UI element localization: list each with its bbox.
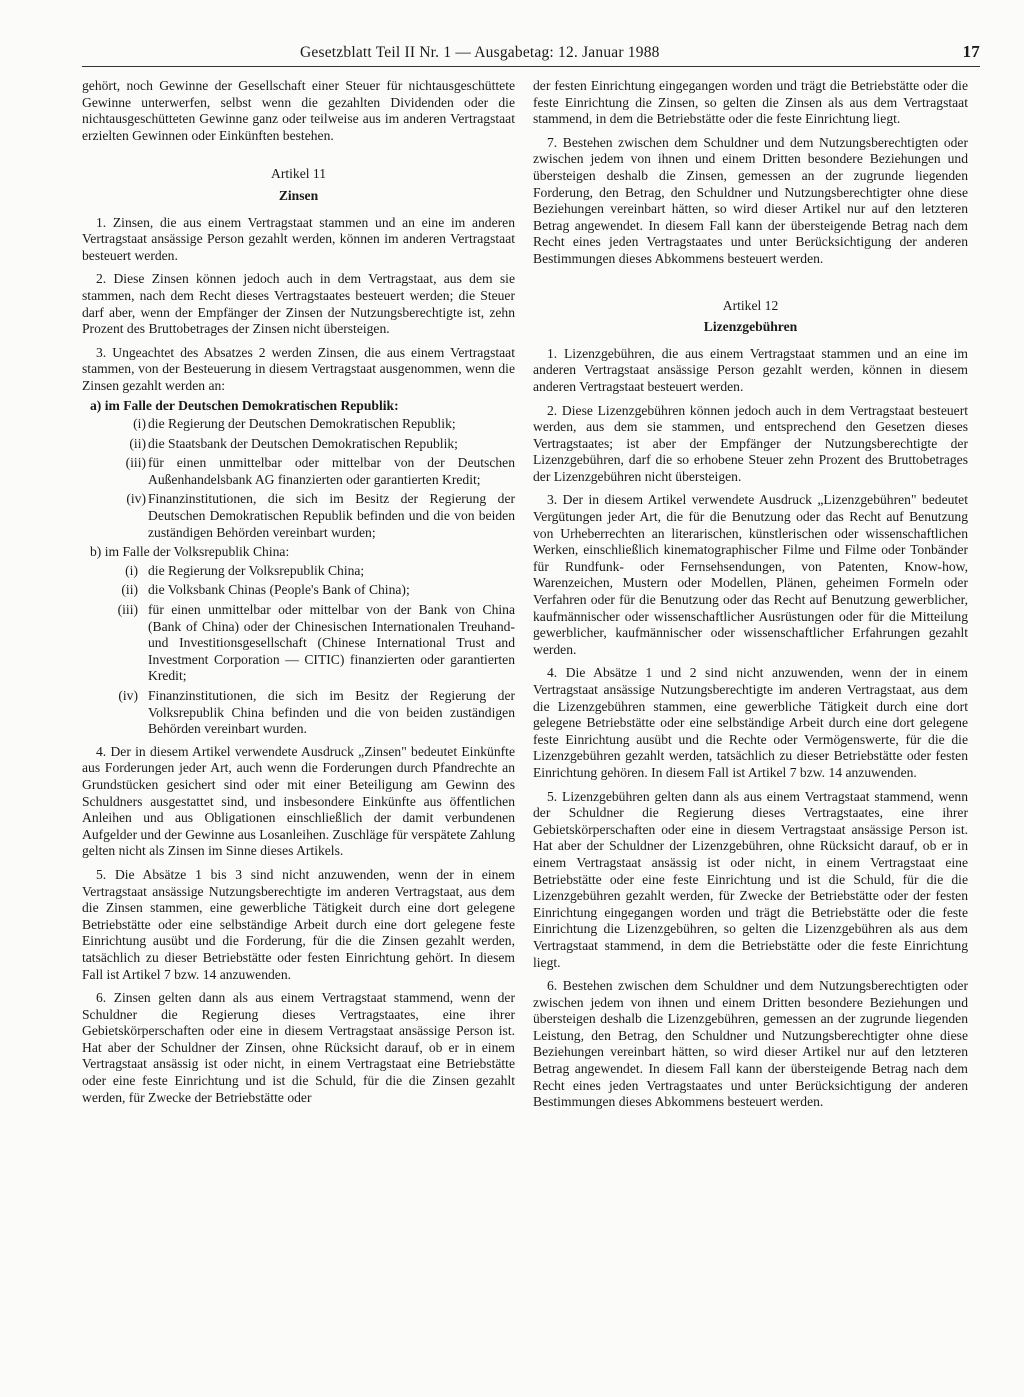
list-item (82, 602, 515, 685)
list-item-number: (ii) (121, 582, 138, 598)
list-item (82, 582, 515, 599)
list-b (82, 563, 515, 738)
list-item-number: (ii) (129, 435, 146, 451)
list-item-text: die Volksbank Chinas (People's Bank of China); (148, 582, 410, 598)
list-item (82, 436, 515, 453)
list-item-text: Finanzinstitutionen, die sich im Besitz der Regierung der Volksrepublik China befinden und die von beiden zuständigen Behörden vereinbart wurden. (148, 688, 515, 737)
list-item-number: (iv) (118, 688, 138, 703)
list-item (82, 416, 515, 433)
art12-paragraph-2: 2. Diese Lizenzgebühren können jedoch auch in dem Vertragstaat besteuert werden, aus dem sie stammen, und entsprechend den Gesetzen dieses Vertragstaates; ist aber der Empfänger der Nutzungsberechtigte der Lizenzgebühren, darf die so erhobene Steuer zehn Prozent des Bruttobetrages der Lizenzgebühren nicht übersteigen. (533, 402, 968, 484)
art11-paragraph-3: 3. Ungeachtet des Absatzes 2 werden Zinsen, die aus einem Vertragstaat stammen, von der Besteuerung in diesem Vertragstaat ausgenommen, wenn die Zinsen gezahlt werden an: (82, 344, 515, 393)
art11-paragraph-1: 1. Zinsen, die aus einem Vertragstaat stammen und an eine im anderen Vertragstaat ansässige Person gezahlt werden, können im anderen Vertragstaat besteuert werden. (82, 214, 515, 263)
list-item-text: die Regierung der Deutschen Demokratischen Republik; (148, 416, 456, 432)
art12-paragraph-5: 5. Lizenzgebühren gelten dann als aus einem Vertragstaat stammend, wenn der Schuldner die Regierung dieses Vertragstaates, eine ihrer Gebietskörperschaften oder eine in diesem Vertragstaat ansässige Person ist. Hat aber der Schuldner der Lizenzgebühren, ohne Rücksicht darauf, ob er in einem Vertragstaat ansässig ist oder nicht, in einem Vertragstaat eine Betriebstätte oder eine feste Einrichtung und ist die Schuld, für die die Lizenzgebühren gezahlt werden, für Zwecke der Betriebstätte oder der festen Einrichtung eingegangen worden und trägt die Betriebstätte oder die feste Einrichtung die Lizenzgebühren, so gelten die Lizenzgebühren als aus dem Vertragstaat stammend, in dem die Betriebstätte oder die feste Einrichtung liegt. (533, 788, 968, 970)
header-rule (82, 66, 980, 67)
left-column (82, 78, 515, 1113)
art12-paragraph-4: 4. Die Absätze 1 und 2 sind nicht anzuwenden, wenn der in einem Vertragstaat ansässige Nutzungsberechtigte im anderen Vertragstaat, aus dem die Lizenzgebühren stammen, eine gewerbliche Tätigkeit durch eine dort gelegene Betriebstätte oder eine selbständige Arbeit durch eine dort gelegene feste Einrichtung ausübt und die Rechte oder Vermögenswerte, für die die Lizenzgebühren gezahlt werden, tatsächlich zu dieser Betriebstätte oder festen Einrichtung gehören. In diesem Fall ist Artikel 7 bzw. 14 anzuwenden. (533, 665, 968, 780)
art12-paragraph-6: 6. Bestehen zwischen dem Schuldner und dem Nutzungsberechtigten oder zwischen jedem von ihnen und einem Dritten besondere Beziehungen und übersteigen deshalb die Lizenzgebühren, gemessen an der zugrunde liegenden Leistung, den Betrag, den Schuldner und Nutzungsberechtigter ohne diese Beziehungen vereinbart hätten, so wird dieser Artikel nur auf den letzteren Betrag angewendet. In diesem Fall kann der übersteigende Betrag nach dem Recht eines jeden Vertragstaates und unter Berücksichtigung der anderen Bestimmungen dieses Abkommens besteuert werden. (533, 978, 968, 1110)
list-item (82, 455, 515, 488)
list-item-number: (i) (133, 416, 146, 432)
list-b-heading: b) im Falle der Volksrepublik China: (90, 544, 290, 560)
list-item-text: für einen unmittelbar oder mittelbar von der Deutschen Außenhandelsbank AG finanzierten oder garantierten Kredit; (148, 455, 515, 487)
article-11-subtitle: Zinsen (278, 187, 319, 203)
art12-paragraph-3: 3. Der in diesem Artikel verwendete Ausdruck „Lizenzgebühren" bedeutet Vergütungen jeder Art, die für die Benutzung oder das Recht auf Benutzung von Urheberrechten an literarischen, künstlerischen oder wissenschaftlichen Werken, einschließlich kinematographischer Filme und Filme oder Tonbänder für Rundfunk- oder Fernsehsendungen, von Patenten, Know-how, Warenzeichen, Mustern oder Modellen, Plänen, geheimen Formeln oder Verfahren oder für die Benutzung oder das Recht auf Benutzung gewerblicher, kaufmännischer oder wissenschaftlicher Ausrüstungen oder für die Mitteilung gewerblicher, kaufmännischer oder wissenschaftlicher Erfahrungen gezahlt werden. (533, 492, 968, 657)
art11-paragraph-6: 6. Zinsen gelten dann als aus einem Vertragstaat stammend, wenn der Schuldner die Regierung dieses Vertragstaates, eine ihrer Gebietskörperschaften oder eine in diesem Vertragstaat ansässige Person ist. Hat aber der Schuldner der Zinsen, ohne Rücksicht darauf, ob er in einem Vertragstaat ansässig ist oder nicht, in einem Vertragstaat eine Betriebstätte oder eine feste Einrichtung und ist die Schuld, für die die Zinsen gezahlt werden, für Zwecke der Betriebstätte oder (82, 990, 515, 1105)
list-a-heading: a) im Falle der Deutschen Demokratischen Republik: (90, 397, 399, 413)
right-column (533, 78, 968, 1118)
art11-paragraph-6-continued: der festen Einrichtung eingegangen worden und trägt die Betriebstätte oder die feste Einrichtung die Zinsen, so gelten die Zinsen als aus dem Vertragstaat stammend, in dem die Betriebstätte oder die feste Einrichtung liegt. (533, 78, 968, 127)
art11-paragraph-2: 2. Diese Zinsen können jedoch auch in dem Vertragstaat, aus dem sie stammen, nach dem Recht dieses Vertragstaates besteuert werden; die Steuer darf aber, wenn der Empfänger der Zinsen der Nutzungsberechtigte ist, zehn Prozent des Bruttobetrages der Zinsen nicht übersteigen. (82, 271, 515, 337)
article-12-title: Artikel 12 (722, 297, 779, 313)
article-12-subtitle: Lizenzgebühren (703, 319, 798, 335)
list-item-number: (iii) (117, 602, 138, 618)
article-11-title: Artikel 11 (271, 166, 326, 182)
art11-paragraph-5: 5. Die Absätze 1 bis 3 sind nicht anzuwenden, wenn der in einem Vertragstaat ansässige Nutzungsberechtigte im anderen Vertragstaat, aus dem die Zinsen stammen, eine gewerbliche Tätigkeit durch eine dort gelegene Betriebstätte oder eine selbständige Arbeit durch eine dort gelegene feste Einrichtung ausübt und die Forderung, für die die Zinsen gezahlt werden, tatsächlich zu dieser Betriebstätte oder festen Einrichtung gehört. In diesem Fall ist Artikel 7 bzw. 14 anzuwenden. (82, 866, 515, 982)
list-item (82, 491, 515, 541)
art11-paragraph-7: 7. Bestehen zwischen dem Schuldner und dem Nutzungsberechtigten oder zwischen jedem von ihnen und einem Dritten besondere Beziehungen und übersteigen deshalb die Zinsen, gemessen an der zugrunde liegenden Forderung, den Betrag, den Schuldner und Nutzungsberechtigter ohne diese Beziehungen vereinbart hätten, so wird dieser Artikel nur auf den letzteren Betrag angewendet. In diesem Fall kann der übersteigende Betrag nach dem Recht eines jeden Vertragstaates und unter Berücksichtigung der anderen Bestimmungen dieses Abkommens besteuert werden. (533, 134, 968, 266)
list-item (82, 563, 515, 580)
list-item-text: die Regierung der Volksrepublik China; (148, 562, 365, 578)
list-item-text: die Staatsbank der Deutschen Demokratischen Republik; (148, 435, 458, 451)
list-item-number: (iii) (125, 455, 146, 471)
list-item (82, 688, 515, 738)
intro-paragraph: gehört, noch Gewinne der Gesellschaft einer Steuer für nichtausgeschüttete Gewinne unterwerfen, selbst wenn die gezahlten Dividenden oder die nichtausgeschütteten Gewinne ganz oder teilweise aus im anderen Vertragstaat erzielten Gewinnen oder Einkünften bestehen. (82, 78, 515, 143)
list-item-number: (iv) (126, 491, 146, 507)
list-item-number: (i) (125, 562, 138, 578)
art11-paragraph-4: 4. Der in diesem Artikel verwendete Ausdruck „Zinsen" bedeutet Einkünfte aus Forderungen jeder Art, auch wenn die Forderungen durch Pfandrechte an Grundstücken gesichert sind oder mit einer Beteiligung am Gewinn des Schuldners ausgestattet sind, und insbesondere Einkünfte aus öffentlichen Anleihen und aus Obligationen einschließlich der damit verbundenen Aufgelder und der Gewinne aus Losanleihen. Zuschläge für verspätete Zahlung gelten nicht als Zinsen im Sinne dieses Artikels. (82, 743, 515, 859)
list-item-text: für einen unmittelbar oder mittelbar von der Bank von China (Bank of China) oder der Chinesischen Internationalen Treuhand- und Investitionsgesellschaft (Chinese International Trust and Investment Corporation — CITIC) finanzierten oder garantierten Kredit; (148, 602, 515, 684)
header-title: Gesetzblatt Teil II Nr. 1 — Ausgabetag: 12. Januar 1988 (300, 44, 660, 61)
list-item-text: Finanzinstitutionen, die sich im Besitz der Regierung der Deutschen Demokratischen Republik befinden und die von beiden zuständigen Behörden vereinbart wurden; (148, 491, 515, 540)
list-a (82, 416, 515, 541)
page-number: 17 (962, 42, 980, 61)
art12-paragraph-1: 1. Lizenzgebühren, die aus einem Vertragstaat stammen und an eine im anderen Vertragstaat ansässige Person gezahlt werden, können in diesem anderen Vertragstaat besteuert werden. (533, 345, 968, 394)
